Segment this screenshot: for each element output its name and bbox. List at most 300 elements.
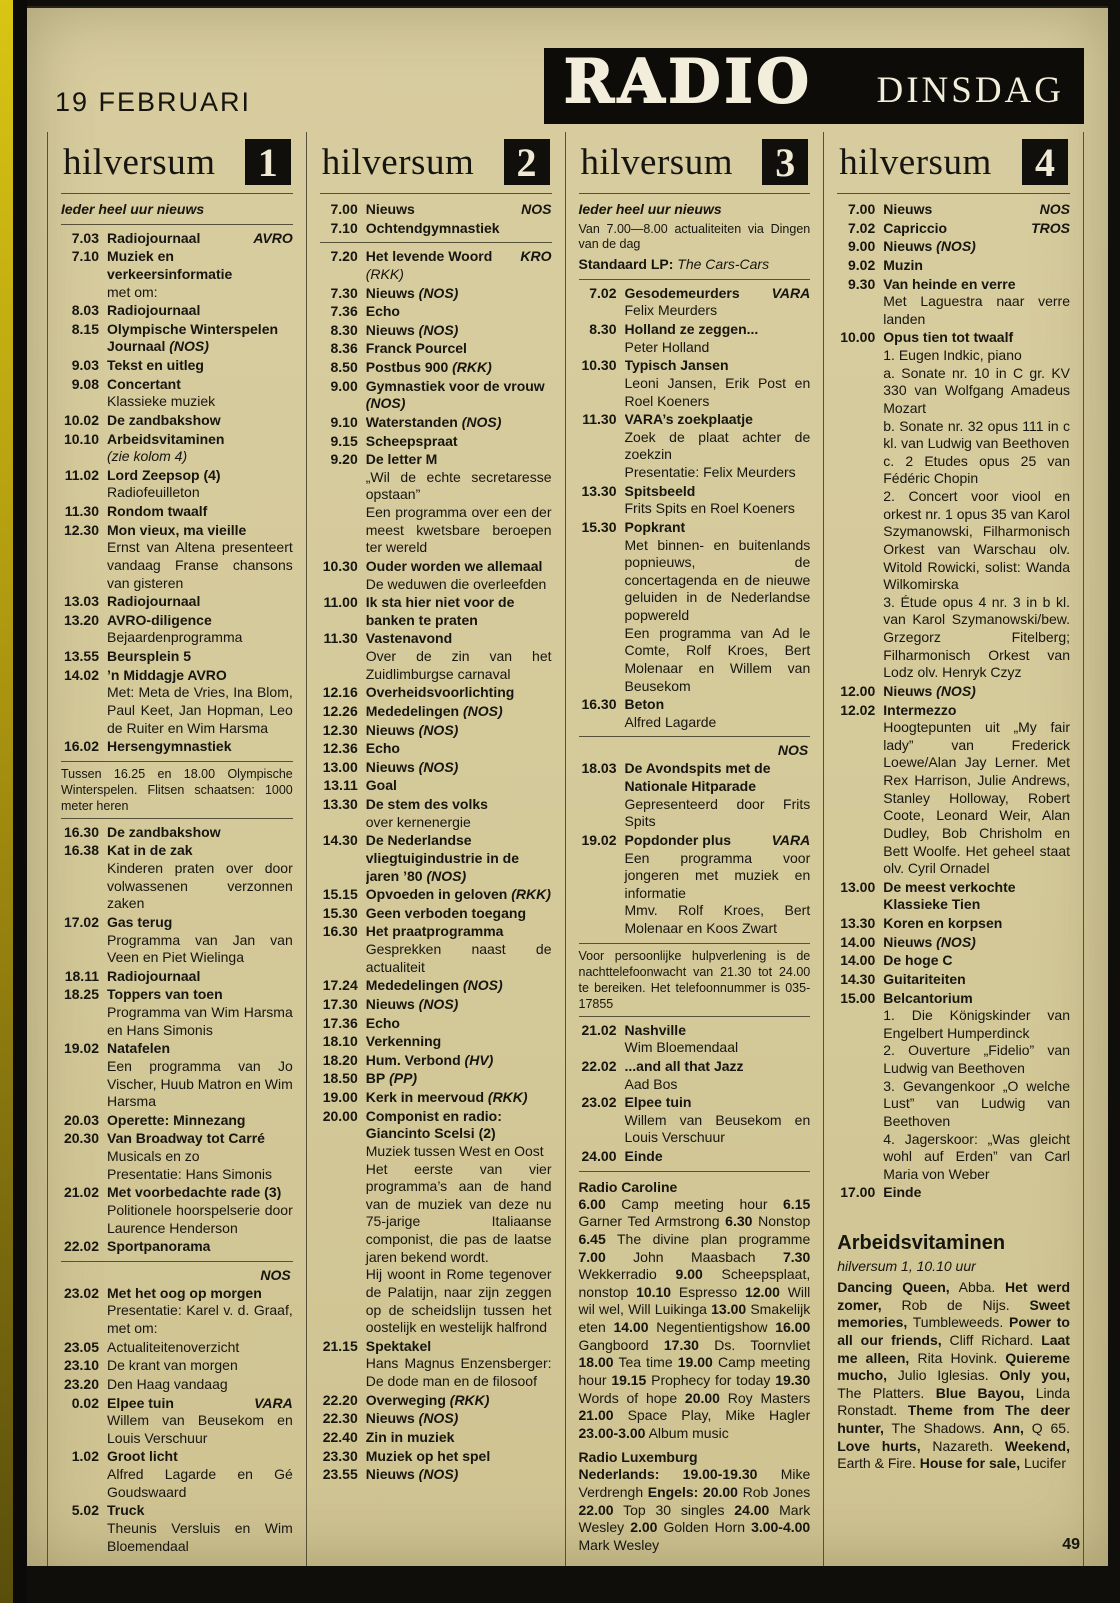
text-segment: 18.00 — [578, 1354, 614, 1371]
program-entry — [579, 519, 811, 695]
program-title: Muziek op het spel — [365, 1447, 491, 1464]
program-body — [883, 238, 1070, 256]
program-body — [107, 824, 293, 842]
program-title: Overheidsvoorlichting — [365, 684, 515, 701]
text-segment: Roy Masters — [719, 1389, 811, 1406]
program-title-line — [107, 968, 293, 986]
program-body — [625, 1094, 811, 1147]
program-title-line — [366, 886, 552, 904]
program-title: Goal — [365, 777, 397, 794]
program-title: Nieuws — [365, 995, 415, 1012]
text-segment: Wekkerradio — [578, 1266, 676, 1283]
program-entry — [61, 1130, 293, 1183]
program-time: 22.30 — [322, 1410, 358, 1427]
program-body — [366, 759, 552, 777]
program-time: 13.03 — [63, 593, 99, 610]
program-description: Een programma over een der meest kwetsbare beroepen ter wereld — [365, 504, 552, 556]
program-entry — [320, 1070, 552, 1088]
program-description: Frits Spits en Roel Koeners — [624, 500, 795, 517]
program-title: De Avondspits met de Nationale Hitparade — [624, 760, 771, 794]
text-segment: 6.45 — [578, 1230, 606, 1247]
program-title: Echo — [365, 1014, 400, 1031]
program-entry — [579, 1022, 811, 1057]
program-body — [366, 684, 552, 702]
program-description: Met: Meta de Vries, Ina Blom, Paul Keet, Jan Hopman, Leo de Ruiter en Wim Harsma — [107, 684, 293, 736]
program-title-line — [366, 832, 552, 885]
program-entry — [320, 740, 552, 758]
program-title-line — [883, 879, 1070, 914]
text-segment: 13.00 — [711, 1301, 747, 1318]
program-entry — [320, 996, 552, 1014]
program-entry — [320, 832, 552, 885]
program-entry — [61, 1112, 293, 1130]
program-time: 7.00 — [848, 201, 876, 217]
program-entry — [837, 915, 1070, 933]
program-title: Hersengymnastiek — [107, 738, 232, 755]
program-title-line — [107, 1130, 293, 1148]
program-title: Ochtendgymnastiek — [365, 219, 500, 236]
program-body — [107, 612, 293, 647]
program-time: 10.10 — [63, 430, 99, 447]
text-segment: Theme from The deer hunter, — [837, 1402, 1070, 1436]
program-title: BP — [365, 1070, 386, 1087]
program-body — [883, 702, 1070, 878]
program-time: 16.02 — [63, 738, 99, 755]
column-note: Van 7.00—8.00 actualiteiten via Dingen van de dag — [578, 221, 811, 252]
program-body — [366, 285, 552, 303]
program-title: Operette: Minnezang — [107, 1111, 246, 1128]
program-time: 13.00 — [840, 878, 876, 895]
program-body — [625, 760, 811, 831]
text-segment: Tea time — [613, 1354, 678, 1371]
program-title: Nieuws — [883, 682, 933, 699]
program-time: 17.00 — [840, 1184, 876, 1201]
program-title: Radiojournaal — [107, 302, 201, 319]
program-entry — [320, 378, 552, 413]
program-title-line — [366, 722, 552, 740]
program-time: 10.02 — [63, 411, 99, 428]
station-number-badge: 2 — [504, 139, 550, 185]
program-description: Aad Bos — [624, 1075, 678, 1092]
program-title-line — [107, 1395, 293, 1413]
program-body — [625, 321, 811, 356]
program-description: met om: — [107, 283, 158, 300]
program-title-line — [625, 519, 811, 537]
program-body — [107, 302, 293, 320]
program-body — [366, 722, 552, 740]
program-body — [107, 842, 293, 913]
program-title-line — [883, 201, 1070, 219]
station-name: hilversum — [839, 141, 992, 183]
program-body — [366, 558, 552, 593]
program-description: Hij woont in Rome tegenover de Palatijn, naar zijn zeggen op de scheidslijn tussen het oostelijk en westelijk halfrond — [365, 1266, 552, 1336]
text-segment: 21.00 — [578, 1407, 614, 1424]
program-entry — [61, 522, 293, 593]
program-title-line — [107, 503, 293, 521]
text-segment: Camp meeting hour — [578, 1354, 811, 1388]
program-body — [883, 329, 1070, 682]
program-time: 22.02 — [63, 1238, 99, 1255]
radio-banner — [544, 48, 1084, 124]
program-title: Beursplein 5 — [107, 648, 192, 664]
program-entry — [320, 414, 552, 432]
program-body — [107, 522, 293, 593]
program-time: 7.30 — [330, 284, 358, 301]
program-entry — [837, 990, 1070, 1184]
program-body — [366, 201, 552, 219]
program-time: 5.02 — [71, 1502, 99, 1519]
program-time: 7.02 — [848, 219, 876, 236]
text-segment: Power to all our friends, — [837, 1314, 1070, 1348]
program-body — [366, 977, 552, 995]
program-entry — [61, 914, 293, 967]
program-body — [107, 1238, 293, 1256]
text-segment: Gangboord — [578, 1336, 664, 1353]
program-time: 13.55 — [63, 648, 99, 664]
text-segment: Het werd zomer, — [837, 1279, 1071, 1313]
text-segment: 6.00 — [578, 1195, 606, 1212]
program-title: Den Haag vandaag — [107, 1375, 228, 1392]
program-time: 10.30 — [581, 357, 617, 374]
info-note: Voor persoonlijke hulpverlening is de nachttelefoonwacht van 21.30 tot 24.00 te bereiken. Het telefoonnummer is 035-17855 — [579, 943, 811, 1017]
program-entry — [61, 1040, 293, 1111]
text-segment: Laat me alleen, — [837, 1331, 1070, 1366]
program-time: 7.00 — [330, 201, 358, 217]
program-entry — [837, 220, 1070, 238]
program-title-line — [366, 558, 552, 576]
program-description: Presentatie: Felix Meurders — [624, 464, 796, 480]
program-body — [625, 285, 811, 320]
program-title-line — [366, 451, 552, 469]
program-time: 14.00 — [840, 933, 876, 950]
program-title: Mededelingen — [365, 977, 460, 994]
text-segment: Rob de Nijs. — [881, 1296, 1030, 1313]
program-time: 22.20 — [322, 1391, 358, 1408]
program-title-line — [625, 483, 811, 501]
broadcaster-tag: VARA — [771, 831, 811, 848]
program-title-line — [883, 329, 1070, 347]
program-body — [883, 915, 1070, 933]
program-title: ...and all that Jazz — [624, 1057, 744, 1074]
program-title-line — [366, 359, 552, 377]
program-entry — [320, 923, 552, 976]
program-title-line — [107, 593, 293, 611]
program-title: Mon vieux, ma vieille — [107, 521, 247, 538]
program-description: Willem van Beusekom en Louis Verschuur — [624, 1111, 811, 1146]
program-time: 23.55 — [322, 1466, 358, 1483]
program-time: 7.10 — [71, 248, 99, 265]
program-body — [107, 321, 293, 356]
program-body — [366, 1429, 552, 1447]
text-segment: 17.30 — [663, 1336, 699, 1353]
program-time: 11.30 — [582, 411, 617, 428]
program-time: 22.40 — [322, 1428, 358, 1445]
text-segment: Mark Wesley — [578, 1536, 660, 1553]
program-title: Verkenning — [365, 1033, 442, 1050]
column-note: Ieder heel uur nieuws — [61, 201, 205, 217]
program-time: 13.30 — [581, 482, 617, 499]
text-segment: 7.00 — [578, 1248, 606, 1265]
program-title: Opus tien tot twaalf — [883, 329, 1014, 346]
program-title-line — [883, 952, 1070, 970]
program-body — [625, 1058, 811, 1093]
program-title-line — [366, 1108, 552, 1143]
network-label: NOS — [260, 1266, 291, 1283]
program-body — [366, 923, 552, 976]
broadcaster-tag: KRO — [520, 248, 552, 265]
program-body — [366, 1052, 552, 1070]
program-title: Postbus 900 — [365, 359, 449, 375]
program-entry — [837, 952, 1070, 970]
program-body — [366, 996, 552, 1014]
program-body — [107, 738, 293, 756]
program-time: 14.00 — [840, 952, 876, 969]
program-description: Mmv. Rolf Kroes, Bert Molenaar en Koos Zwart — [624, 902, 811, 936]
program-title: Kat in de zak — [107, 842, 193, 859]
program-entry — [61, 503, 293, 521]
program-title: Elpee tuin — [624, 1094, 692, 1111]
program-body — [883, 990, 1070, 1184]
program-title: Typisch Jansen — [624, 357, 729, 374]
program-title: VARA’s zoekplaatje — [624, 411, 753, 428]
program-time: 11.02 — [64, 466, 99, 483]
program-title-line — [366, 684, 552, 702]
program-time: 23.02 — [581, 1094, 617, 1111]
program-body — [366, 905, 552, 923]
program-entry — [579, 483, 811, 518]
program-title-line — [366, 594, 552, 629]
program-title: Radiojournaal — [107, 593, 201, 610]
broadcaster-tag: TROS — [1031, 219, 1070, 236]
text-segment: Tumbleweeds. — [907, 1314, 1010, 1331]
program-entry — [320, 248, 552, 283]
program-description: Ernst van Altena presenteert vandaag Franse chansons van gisteren — [107, 539, 293, 591]
program-body — [366, 414, 552, 432]
program-body — [107, 1112, 293, 1130]
program-time: 12.26 — [322, 702, 358, 719]
program-body — [625, 411, 811, 482]
program-title: Truck — [107, 1502, 145, 1519]
program-body — [107, 1184, 293, 1237]
program-description: Kinderen praten over door volwassenen verzonnen zaken — [107, 860, 293, 912]
program-description: Alfred Lagarde — [624, 713, 717, 730]
program-title: Olympische Winterspelen Journaal — [107, 320, 279, 355]
program-title-line — [625, 357, 811, 375]
program-time: 18.10 — [322, 1033, 358, 1050]
program-network-suffix: (NOS) — [414, 1466, 459, 1483]
text-segment: The Cars-Cars — [677, 256, 770, 273]
program-title: Kerk in meervoud — [365, 1089, 485, 1105]
program-title: Van heinde en verre — [883, 275, 1016, 292]
column-hilversum-3 — [566, 132, 825, 1566]
program-title: Popkrant — [624, 518, 686, 535]
program-title: Ouder worden we allemaal — [365, 557, 543, 574]
program-title: Nashville — [624, 1021, 686, 1038]
program-time: 16.30 — [322, 923, 358, 940]
program-description: b. Sonate nr. 32 opus 111 in c kl. van Ludwig van Beethoven — [883, 417, 1070, 452]
station-number-badge: 4 — [1022, 139, 1068, 185]
program-title: Met voorbedachte rade (3) — [107, 1184, 282, 1201]
program-entry — [320, 1429, 552, 1447]
program-time: 8.30 — [330, 321, 358, 338]
program-title: De hoge C — [883, 952, 953, 969]
program-network-suffix: (NOS) — [932, 238, 976, 255]
text-segment: 14.00 — [613, 1319, 649, 1335]
program-title-line — [107, 667, 293, 685]
program-entry — [61, 1357, 293, 1375]
text-segment: Love hurts, — [837, 1437, 921, 1454]
program-time: 17.30 — [322, 995, 358, 1012]
program-title: Arbeidsvitaminen — [107, 430, 225, 447]
program-description: Gesprekken naast de actualiteit — [365, 941, 552, 975]
program-network-suffix: (NOS) — [457, 413, 502, 430]
program-time: 18.25 — [63, 986, 99, 1003]
program-entry — [61, 842, 293, 913]
program-entry — [320, 1033, 552, 1051]
program-description: 1. Eugen Indkic, piano — [883, 347, 1022, 363]
program-title-line — [107, 1448, 293, 1466]
broadcaster-tag: VARA — [771, 284, 811, 301]
program-description: Presentatie: Karel v. d. Graaf, met om: — [107, 1302, 293, 1336]
program-network-suffix: (NOS) — [422, 867, 467, 884]
program-title-line — [625, 1148, 811, 1166]
program-title: Radiojournaal — [107, 967, 201, 984]
program-description: Een programma voor jongeren met muziek en informatie — [624, 849, 811, 901]
program-title-line — [366, 414, 552, 432]
program-body — [107, 1339, 293, 1357]
text-segment: Top 30 singles — [613, 1501, 735, 1518]
text-segment: Julio Iglesias. — [887, 1367, 1000, 1384]
scan-edge-yellow-strip — [0, 0, 13, 1603]
program-time: 10.00 — [840, 329, 876, 346]
program-title-line — [366, 630, 552, 648]
program-time: 7.10 — [330, 219, 358, 236]
program-time: 9.10 — [330, 413, 358, 430]
program-title: Vastenavond — [365, 630, 453, 647]
program-description: Radiofeuilleton — [107, 484, 200, 501]
text-segment: Ds. Toornvliet — [698, 1336, 811, 1353]
program-time: 17.02 — [63, 913, 99, 930]
program-entry — [61, 738, 293, 756]
program-entry — [61, 968, 293, 986]
text-segment: Camp meeting hour — [605, 1195, 783, 1212]
text-segment: Nazareth. — [920, 1437, 1005, 1454]
program-title-line — [107, 1112, 293, 1130]
column-note: Ieder heel uur nieuws — [578, 201, 722, 217]
program-description: Klassieke muziek — [107, 393, 216, 410]
text-segment: 23.00-3.00 — [578, 1424, 646, 1441]
program-time: 13.11 — [323, 777, 358, 794]
program-title-line — [883, 1184, 1070, 1202]
program-body — [107, 648, 293, 666]
program-title: Echo — [365, 303, 400, 320]
program-entry — [320, 322, 552, 340]
program-description: (zie kolom 4) — [107, 448, 188, 465]
program-title: ’n Middagje AVRO — [107, 666, 227, 683]
program-title-line — [625, 1058, 811, 1076]
program-description: Theunis Versluis en Wim Bloemendaal — [107, 1519, 293, 1554]
program-body — [107, 1448, 293, 1501]
program-description: c. 2 Etudes opus 25 van Fédéric Chopin — [883, 452, 1070, 487]
program-title: Radiojournaal — [107, 229, 201, 246]
program-title: Gas terug — [107, 913, 173, 930]
text-segment: Blue Bayou, — [935, 1384, 1025, 1401]
divider-rule — [579, 736, 811, 737]
broadcaster-tag: VARA — [254, 1394, 293, 1411]
program-body — [107, 503, 293, 521]
program-title-line — [366, 1429, 552, 1447]
program-title-line — [107, 467, 293, 485]
scan-edge-black-gap — [13, 0, 27, 1603]
program-title: Einde — [624, 1148, 663, 1164]
program-entry — [61, 1502, 293, 1555]
program-title-line — [107, 376, 293, 394]
program-time: 17.36 — [322, 1014, 358, 1031]
program-time: 13.30 — [840, 915, 876, 931]
program-body — [107, 986, 293, 1039]
program-network-suffix: (NOS) — [414, 995, 459, 1012]
program-entry — [320, 1052, 552, 1070]
program-title: Koren en korpsen — [883, 915, 1003, 931]
program-entry — [61, 248, 293, 301]
text-segment: 20.00 — [684, 1389, 720, 1406]
text-segment: Mike Verdrengh — [578, 1466, 811, 1500]
program-title: Mededelingen — [365, 702, 460, 719]
program-body — [883, 879, 1070, 914]
text-segment: 7.30 — [783, 1248, 811, 1265]
program-entry — [320, 1410, 552, 1428]
program-entry — [320, 558, 552, 593]
program-time: 18.50 — [322, 1070, 358, 1087]
program-entry — [320, 1015, 552, 1033]
program-title: Nieuws — [365, 284, 415, 301]
program-title-line — [366, 303, 552, 321]
program-title-line — [625, 832, 811, 850]
program-title: Nieuws — [365, 758, 415, 775]
program-entry — [61, 1238, 293, 1256]
program-entry — [61, 1448, 293, 1501]
program-time: 11.30 — [64, 503, 99, 519]
program-body — [107, 593, 293, 611]
program-body — [366, 740, 552, 758]
program-title-line — [107, 431, 293, 449]
program-body — [883, 220, 1070, 238]
text-segment: Engels: 20.00 — [647, 1484, 738, 1500]
text-segment: Only you, — [999, 1367, 1070, 1384]
program-body — [625, 1148, 811, 1166]
program-time: 12.02 — [840, 701, 876, 718]
text-segment: The Platters. — [837, 1384, 936, 1401]
program-title-line — [366, 248, 552, 266]
program-entry — [61, 667, 293, 738]
program-title: Holland ze zeggen... — [624, 321, 759, 337]
program-title-line — [366, 740, 552, 758]
program-entry — [61, 230, 293, 248]
program-title-line — [366, 1448, 552, 1466]
program-title-line — [107, 842, 293, 860]
program-entry — [320, 359, 552, 377]
column-hilversum-2 — [307, 132, 566, 1566]
text-segment: 19.00 — [677, 1354, 713, 1371]
program-entry — [61, 412, 293, 430]
program-time: 13.30 — [322, 796, 358, 812]
program-time: 9.00 — [330, 377, 358, 394]
program-time: 23.10 — [63, 1357, 99, 1374]
program-entry — [61, 1376, 293, 1394]
program-title: Guitariteiten — [883, 970, 966, 987]
program-description: Over de zin van het Zuidlimburgse carnaval — [365, 648, 552, 682]
program-description: a. Sonate nr. 10 in C gr. KV 330 van Wolfgang Amadeus Mozart — [883, 364, 1070, 416]
